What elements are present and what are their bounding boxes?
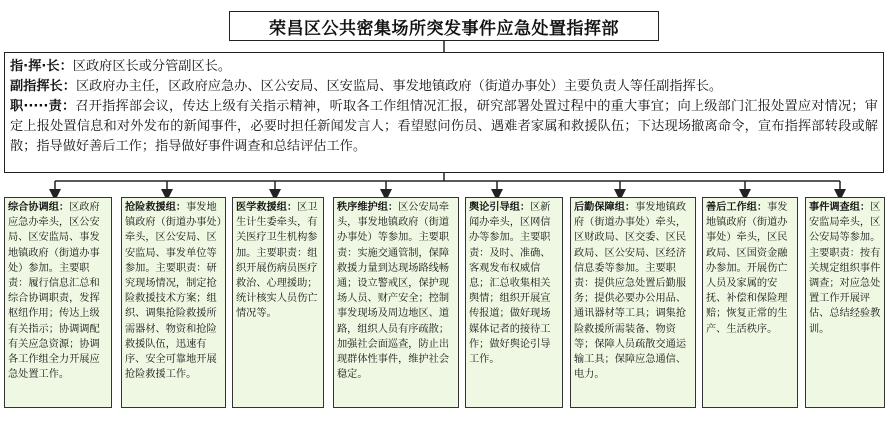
group-title: 善后工作组： <box>706 202 768 213</box>
commander-label: 指·挥·长： <box>10 59 73 74</box>
deputy-label: 副指挥长： <box>10 79 76 94</box>
group-body: 区公安局牵头，事发地镇政府（街道办事处）等参加。主要职责：实施交通管制，保障救援力量到达现场路线畅通；设立警戒区，保护现场人员、财产安全；控制事发现场及周边地区、道路，组织人员有序疏散；加强社会面巡查，防止出现群体性事件，维护社会稳定。 <box>337 202 450 381</box>
group-medical-rescue <box>232 197 324 408</box>
group-body: 区新闻办牵头，区网信办等参加。主要职责：及时、准确、客观发布权威信息；汇总收集相关舆情；组织开展宣传报道；做好现场媒体记者的接待工作；做好舆论引导工作。 <box>469 202 551 366</box>
group-comprehensive-coordination <box>4 197 112 408</box>
commander-text: 区政府区长或分管副区长。 <box>72 59 232 74</box>
group-body: 区安监局牵头，区公安局等参加。主要职责：按有关规定组织事件调查；对应急处置工作开展评估、总结经验教训。 <box>809 202 881 335</box>
group-title: 抢险救援组： <box>125 202 187 213</box>
group-body: 事发地镇政府（街道办事处）牵头，区公安局、区安监局、事发单位等参加。主要职责：研究现场情况，制定抢险救援技术方案；组织、调集抢险救援所需器材、物资和抢险救援队伍，迅速有序、安全可靠地开展抢险救援工作。 <box>125 202 222 381</box>
group-title: 舆论引导组： <box>469 202 531 213</box>
duty-text: 召开指挥部会议，传达上级有关指示精神，听取各工作组情况汇报，研究部署处置过程中的重大事宜；向上级部门汇报处置应对情况；审定上报处置信息和对外发布的新闻事件，必要时担任新闻发言人；看望慰问伤员、遇难者家属和救援队伍；下达现场撤离命令，宣布指挥部转段或解散；指导做好善后工作；指导做好事件调查和总结评估工作。 <box>10 99 878 154</box>
group-body: 事发地镇政府（街道办事处）牵头，区财政局、区交委、区民政局、区公安局、区经济信息委等参加。主要职责：提供应急处置后勤服务；提供必要办公用品、通讯器材等工具；调集抢险救援所需装备、物资等；保障人员疏散交通运输工具；保障应急通信、电力。 <box>574 202 687 381</box>
group-title: 医学救援组： <box>236 202 298 213</box>
group-public-opinion <box>465 197 563 408</box>
group-title: 事件调查组： <box>809 202 871 213</box>
group-body: 事发地镇政府（街道办事处）牵头，区民政局、区国资金融办参加。开展伤亡人员及家属的安抚、补偿和保险理赔；恢复正常的生产、生活秩序。 <box>706 202 788 335</box>
group-aftermath <box>702 197 798 408</box>
group-investigation <box>805 197 885 408</box>
group-title: 后勤保障组： <box>574 202 636 213</box>
deputy-text: 区政府办主任，区政府应急办、区公安局、区安监局、事发地镇政府（街道办事处）主要负责人等任副指挥长。 <box>75 79 723 94</box>
group-body: 区政府应急办牵头，区公安局、区安监局、事发地镇政府（街道办事处）参加。主要职责：履行信息汇总和综合协调职责，发挥枢纽作用；传达上级有关指示；协调调配有关应急资源；协调各工作组全力开展应急处置工作。 <box>8 202 100 381</box>
group-order-maintenance <box>333 197 459 408</box>
group-rescue <box>121 197 226 408</box>
group-title: 秩序维护组： <box>337 202 399 213</box>
duty-label: 职·····责： <box>10 99 76 114</box>
group-title: 综合协调组： <box>8 202 70 213</box>
group-logistics <box>570 197 696 408</box>
group-body: 区卫生计生委牵头，有关医疗卫生机构参加。主要职责：组织开展伤病员医疗救治、心理援助；统计核实人员伤亡情况等。 <box>236 202 318 320</box>
page-title-text: 荣昌区公共密集场所突发事件应急处置指挥部 <box>269 18 619 39</box>
